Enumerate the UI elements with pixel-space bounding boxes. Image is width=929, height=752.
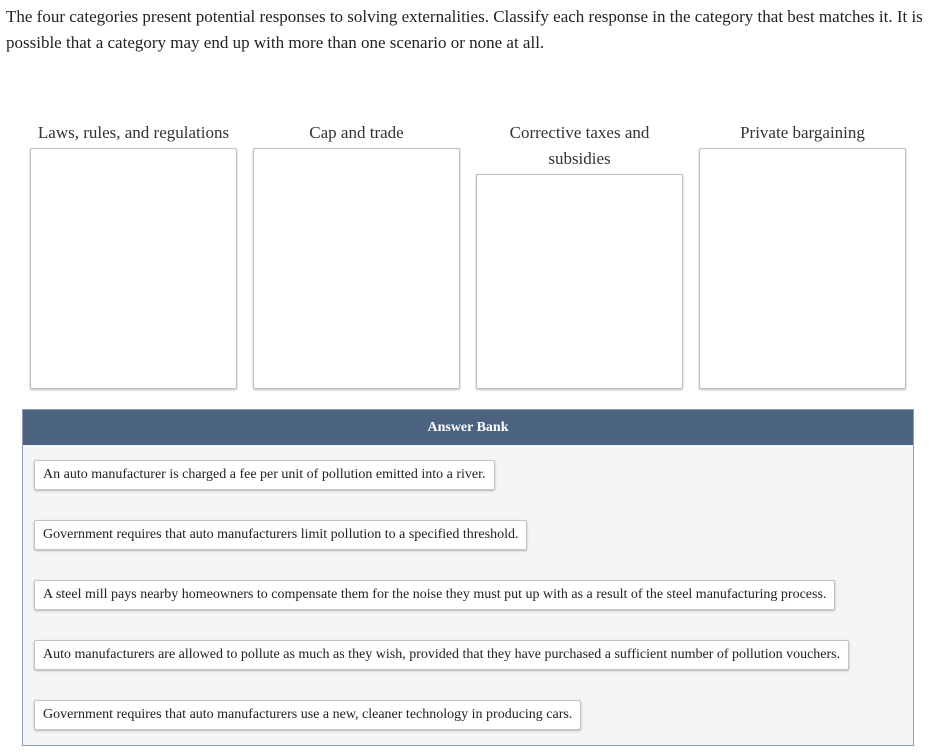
- answer-bank: [22, 409, 914, 746]
- drop-zone-private-bargaining[interactable]: [699, 148, 906, 389]
- drop-zone-cap-and-trade[interactable]: [253, 148, 460, 389]
- drop-zone-laws[interactable]: [30, 148, 237, 389]
- category-cap-and-trade: [253, 120, 460, 389]
- instructions-text: The four categories present potential responses to solving externalities. Classify each response in the category that best matches it. It is possible that a category may end up with more than one scenario or none at all.: [6, 7, 923, 52]
- category-label-corrective-taxes: Corrective taxes and subsidies: [509, 123, 650, 168]
- category-corrective-taxes: [476, 120, 683, 389]
- category-label-cap-and-trade: Cap and trade: [309, 123, 404, 142]
- answer-card-cleaner-technology[interactable]: Government requires that auto manufacturers use a new, cleaner technology in producing cars.: [34, 700, 581, 730]
- category-laws: [30, 120, 237, 389]
- category-label-private-bargaining: Private bargaining: [740, 123, 865, 142]
- category-private-bargaining: [699, 120, 906, 389]
- answer-card-pollution-fee[interactable]: An auto manufacturer is charged a fee per unit of pollution emitted into a river.: [34, 460, 495, 490]
- answer-card-steel-mill-compensation[interactable]: A steel mill pays nearby homeowners to compensate them for the noise they must put up with as a result of the steel manufacturing process.: [34, 580, 835, 610]
- answer-bank-title: Answer Bank: [23, 410, 913, 445]
- answer-card-pollution-vouchers[interactable]: Auto manufacturers are allowed to pollute as much as they wish, provided that they have purchased a sufficient number of pollution vouchers.: [34, 640, 849, 670]
- category-label-laws: Laws, rules, and regulations: [37, 123, 230, 142]
- drop-zone-corrective-taxes[interactable]: [476, 174, 683, 389]
- answer-card-pollution-threshold[interactable]: Government requires that auto manufacturers limit pollution to a specified threshold.: [34, 520, 527, 550]
